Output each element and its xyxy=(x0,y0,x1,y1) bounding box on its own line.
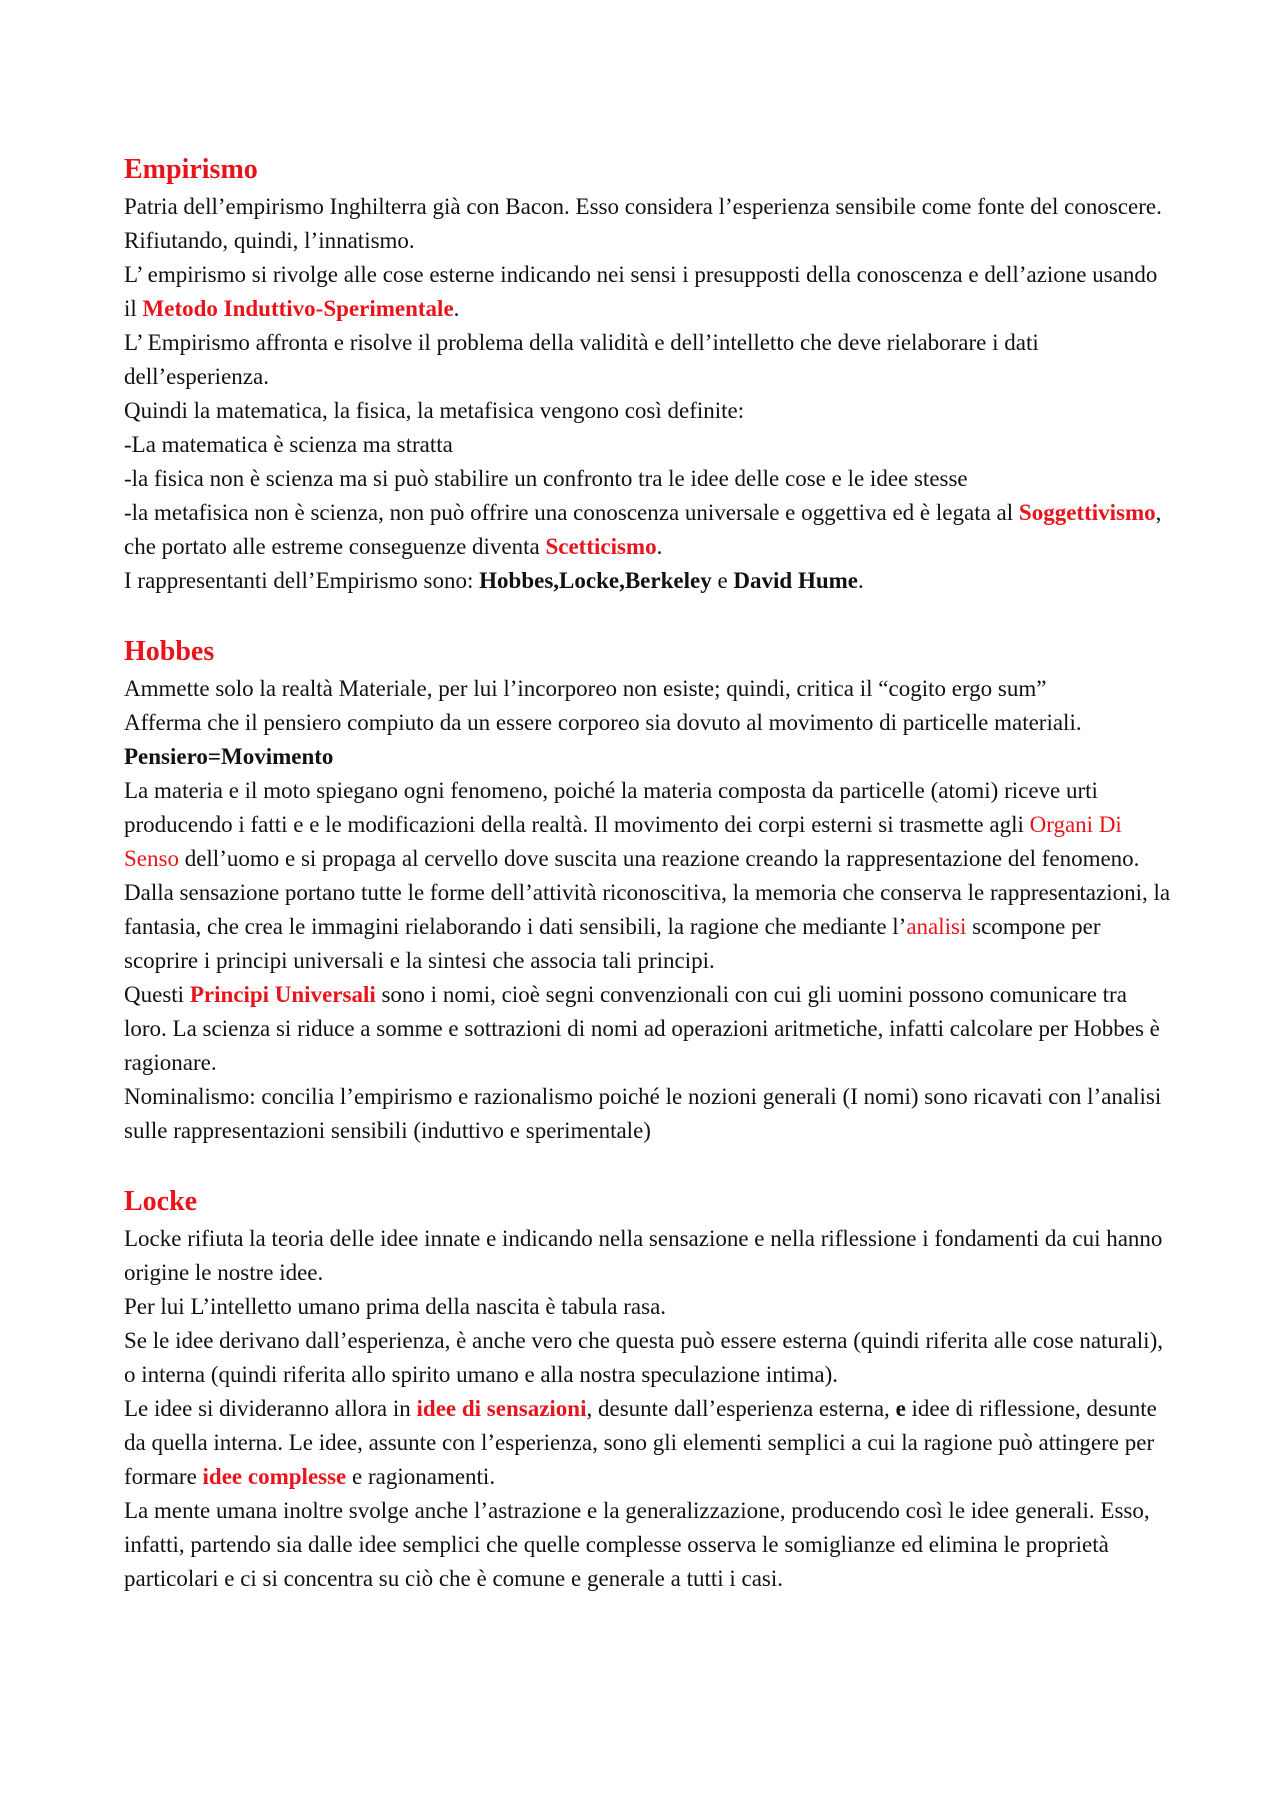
paragraph: Locke rifiuta la teoria delle idee innate e indicando nella sensazione e nella riflessione i fondamenti da cui hanno origine le nostre idee. xyxy=(124,1226,1163,1285)
text-run: sono i nomi, cioè segni convenzionali con cui gli uomini possono comunicare tra loro. La scienza si riduce a somme e sottrazioni di nomi ad operazioni aritmetiche, infatti calcolare per Hobbes è ragionare. xyxy=(124,982,1160,1075)
text-run: . xyxy=(656,534,663,559)
highlight-term: Metodo Induttivo-Sperimentale xyxy=(142,296,454,321)
paragraph: Quindi la matematica, la fisica, la metafisica vengono così definite: xyxy=(124,398,745,423)
section-title-locke: Locke xyxy=(124,1186,198,1217)
paragraph: La mente umana inoltre svolge anche l’astrazione e la generalizzazione, producendo così le idee generali. Esso, infatti, partendo sia dalle idee semplici che quelle complesse osserva le somiglianze ed elimina le proprietà particolari e ci si concentra su ciò che è comune e generale a tutti i casi. xyxy=(124,1498,1150,1591)
bold-term: Pensiero=Movimento xyxy=(124,744,334,769)
text-run: Dalla sensazione portano tutte le forme dell’attività riconoscitiva, la memoria che conserva le rappresentazioni, la fantasia, che crea le immagini rielaborando i dati sensibili, la ragione che mediante l’ xyxy=(124,880,1171,939)
paragraph: Nominalismo: concilia l’empirismo e razionalismo poiché le nozioni generali (I nomi) sono ricavati con l’analisi sulle rappresentazioni sensibili (induttivo e sperimentale) xyxy=(124,1084,1162,1143)
document-page xyxy=(124,150,1174,1596)
paragraph: Per lui L’intelletto umano prima della nascita è tabula rasa. xyxy=(124,1294,667,1319)
paragraph: Patria dell’empirismo Inghilterra già con Bacon. Esso considera l’esperienza sensibile come fonte del conoscere. Rifiutando, quindi, l’innatismo. xyxy=(124,194,1162,253)
text-run: I rappresentanti dell’Empirismo sono: xyxy=(124,568,480,593)
highlight-term: Soggettivismo xyxy=(1018,500,1156,525)
highlight-term: idee complesse xyxy=(202,1464,347,1489)
highlight-term: Principi Universali xyxy=(189,982,376,1007)
text-run: e xyxy=(711,568,734,593)
text-run: Questi xyxy=(124,982,190,1007)
section-empirismo xyxy=(124,150,1174,598)
paragraph: L’ Empirismo affronta e risolve il problema della validità e dell’intelletto che deve rielaborare i dati dell’esperienza. xyxy=(124,330,1039,389)
section-title-hobbes: Hobbes xyxy=(124,636,215,667)
list-line xyxy=(124,496,1174,564)
list-line: -La matematica è scienza ma stratta xyxy=(124,432,453,457)
bold-term: Hobbes,Locke,Berkeley xyxy=(479,568,712,593)
text-run: e ragionamenti. xyxy=(346,1464,496,1489)
text-run: . xyxy=(453,296,460,321)
paragraph xyxy=(124,774,1174,876)
paragraph xyxy=(124,978,1174,1080)
text-run: L’ empirismo si rivolge alle cose esterne indicando nei sensi i presupposti della conoscenza e dell’azione usando il xyxy=(124,262,1158,321)
text-run: . xyxy=(858,568,864,593)
text-run: dell’uomo e si propaga al cervello dove suscita una reazione creando la rappresentazione del fenomeno. xyxy=(178,846,1140,871)
highlight-term: Scetticismo xyxy=(545,534,657,559)
highlight-term: Organi Di Senso xyxy=(124,812,1122,871)
text-run: -la metafisica non è scienza, non può offrire una conoscenza universale e oggettiva ed è legata al xyxy=(124,500,1019,525)
paragraph: Se le idee derivano dall’esperienza, è anche vero che questa può essere esterna (quindi riferita alle cose naturali), o interna (quindi riferita allo spirito umano e alla nostra speculazione intima). xyxy=(124,1328,1163,1387)
text-run: , che portato alle estreme conseguenze diventa xyxy=(124,500,1162,559)
list-line: -la fisica non è scienza ma si può stabilire un confronto tra le idee delle cose e le idee stesse xyxy=(124,466,968,491)
text-run: , desunte dall’esperienza esterna, xyxy=(586,1396,896,1421)
section-hobbes xyxy=(124,632,1174,1148)
bold-term: e xyxy=(895,1396,906,1421)
paragraph xyxy=(124,706,1174,774)
section-title-empirismo: Empirismo xyxy=(124,154,258,185)
bold-term: David Hume xyxy=(733,568,859,593)
text-run: scompone per scoprire i principi universali e la sintesi che associa tali principi. xyxy=(124,914,1101,973)
text-run: La materia e il moto spiegano ogni fenomeno, poiché la materia composta da particelle (atomi) riceve urti producendo i fatti e e le modificazioni della realtà. Il movimento dei corpi esterni si trasmette agli xyxy=(124,778,1098,837)
text-run: idee di riflessione, desunte da quella interna. Le idee, assunte con l’esperienza, sono gli elementi semplici a cui la ragione può attingere per formare xyxy=(124,1396,1157,1489)
paragraph xyxy=(124,258,1174,326)
text-run: Le idee si divideranno allora in xyxy=(124,1396,417,1421)
paragraph xyxy=(124,876,1174,978)
text-run: Afferma che il pensiero compiuto da un essere corporeo sia dovuto al movimento di particelle materiali. xyxy=(124,710,1082,735)
paragraph: Ammette solo la realtà Materiale, per lui l’incorporeo non esiste; quindi, critica il “cogito ergo sum” xyxy=(124,676,1047,701)
paragraph xyxy=(124,564,1174,598)
highlight-term: idee di sensazioni xyxy=(416,1396,587,1421)
highlight-term: analisi xyxy=(906,914,967,939)
section-locke xyxy=(124,1182,1174,1596)
paragraph xyxy=(124,1392,1174,1494)
